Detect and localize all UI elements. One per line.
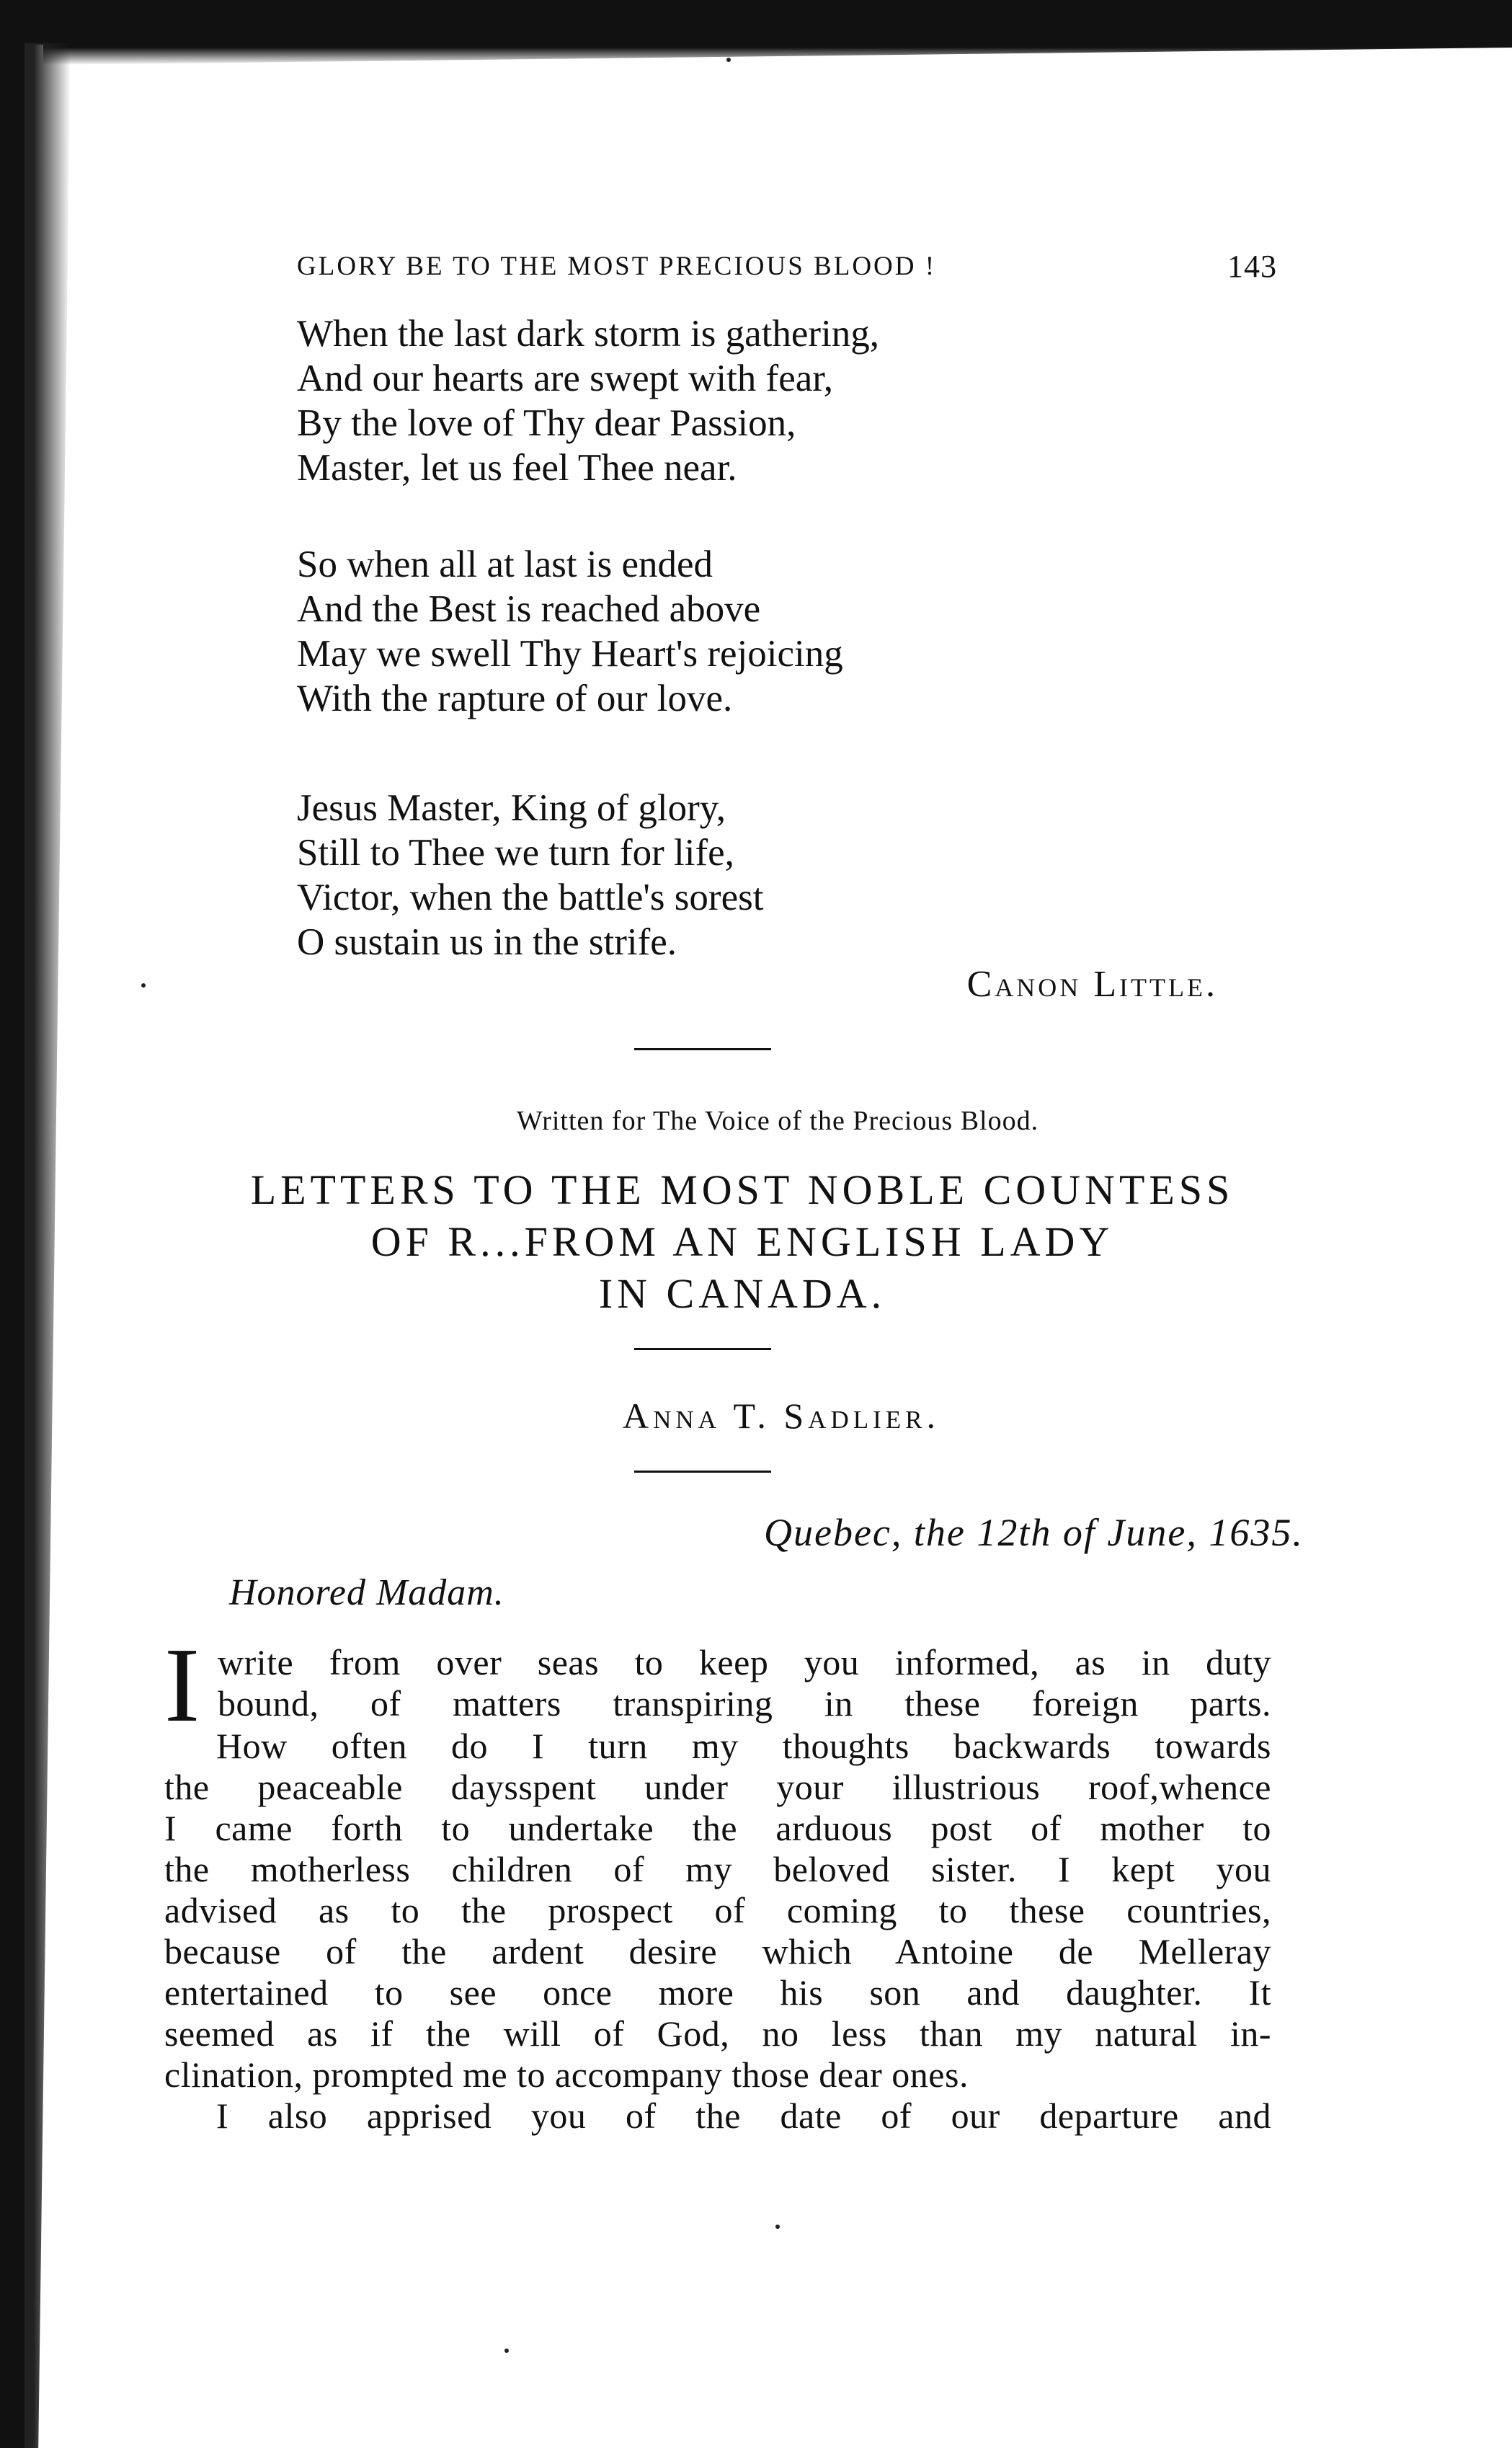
article-title bbox=[144, 1164, 1340, 1320]
scan-border-left-shadow bbox=[25, 43, 71, 2448]
letter-dateline: Quebec, the 12th of June, 1635. bbox=[764, 1511, 1304, 1554]
poem-line: Victor, when the battle's sorest bbox=[297, 877, 764, 918]
poem-stanza-2 bbox=[297, 542, 843, 721]
written-for-note: Written for The Voice of the Precious Blood. bbox=[516, 1106, 1039, 1136]
poem-line: Still to Thee we turn for life, bbox=[297, 832, 734, 874]
scan-speck bbox=[141, 983, 146, 988]
author-divider bbox=[634, 1471, 771, 1473]
letter-line: because of the ardent desire which Antoine de Melleray bbox=[164, 1931, 1271, 1972]
poem-line: May we swell Thy Heart's rejoicing bbox=[297, 633, 843, 675]
letter-line: bound, of matters transpiring in these foreign parts. bbox=[218, 1683, 1271, 1724]
letter-salutation: Honored Madam. bbox=[229, 1572, 504, 1613]
scan-speck bbox=[504, 2349, 509, 2353]
poem-signature: Canon Little. bbox=[966, 964, 1218, 1005]
running-title: GLORY BE TO THE MOST PRECIOUS BLOOD ! bbox=[297, 252, 937, 281]
poem-line: And the Best is reached above bbox=[297, 588, 761, 630]
article-title-line: IN CANADA. bbox=[598, 1270, 886, 1317]
letter-line: clination, prompted me to accompany those dear ones. bbox=[164, 2054, 969, 2095]
scan-speck bbox=[775, 2225, 780, 2229]
article-title-line: OF R...FROM AN ENGLISH LADY bbox=[370, 1218, 1114, 1265]
poem-line: By the love of Thy dear Passion, bbox=[297, 402, 796, 444]
letter-line: How often do I turn my thoughts backwards towards bbox=[216, 1726, 1271, 1766]
letter-line: I came forth to undertake the arduous post of mother to bbox=[164, 1808, 1271, 1848]
letter-line: the motherless children of my beloved sister. I kept you bbox=[164, 1849, 1271, 1889]
section-divider bbox=[634, 1048, 771, 1050]
article-title-line: LETTERS TO THE MOST NOBLE COUNTESS bbox=[250, 1166, 1235, 1213]
letter-body bbox=[164, 1626, 1271, 2137]
running-head bbox=[297, 251, 1277, 294]
poem-line: Master, let us feel Thee near. bbox=[297, 447, 737, 489]
page-number: 143 bbox=[1227, 249, 1277, 284]
poem-line: Jesus Master, King of glory, bbox=[297, 787, 726, 829]
letter-line: seemed as if the will of God, no less than my natural in- bbox=[164, 2013, 1271, 2054]
poem-line: When the last dark storm is gathering, bbox=[297, 313, 880, 355]
poem-line: So when all at last is ended bbox=[297, 544, 713, 585]
letter-line: entertained to see once more his son and daughter. It bbox=[164, 1972, 1271, 2013]
title-divider bbox=[634, 1348, 771, 1350]
scan-speck bbox=[726, 58, 731, 62]
letter-line: the peaceable daysspent under your illustrious roof,whence bbox=[164, 1767, 1271, 1807]
poem-line: O sustain us in the strife. bbox=[297, 921, 677, 963]
drop-cap: I bbox=[164, 1626, 200, 1744]
scan-border-top-shadow bbox=[43, 36, 1512, 65]
poem-stanza-3 bbox=[297, 786, 763, 964]
scan-border-left bbox=[0, 0, 25, 2448]
poem-line: With the rapture of our love. bbox=[297, 678, 733, 719]
poem-stanza-1 bbox=[297, 311, 879, 490]
letter-line: advised as to the prospect of coming to these countries, bbox=[164, 1890, 1271, 1930]
poem-line: And our hearts are swept with fear, bbox=[297, 358, 834, 399]
article-author: Anna T. Sadlier. bbox=[623, 1396, 940, 1436]
letter-line: I also apprised you of the date of our departure and bbox=[216, 2096, 1271, 2136]
letter-line: write from over seas to keep you informed, as in duty bbox=[218, 1642, 1271, 1682]
